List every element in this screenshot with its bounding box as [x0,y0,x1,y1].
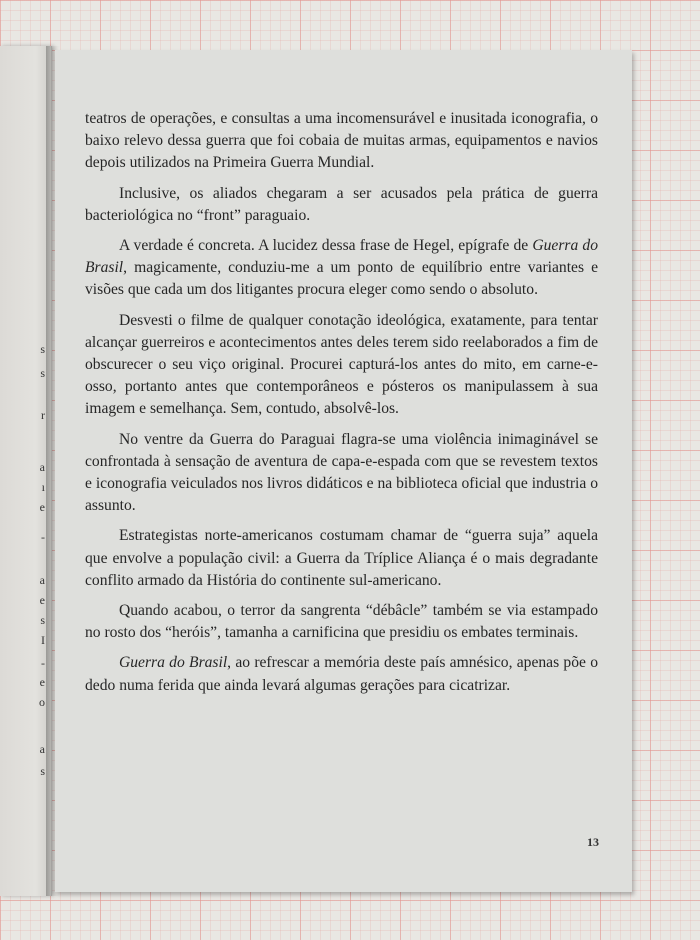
edge-char: - [41,530,45,544]
edge-char: a [39,573,45,587]
edge-char: e [39,500,45,514]
edge-char: s [40,342,45,356]
paragraph-text: , ao refrescar a memória deste país amnésico, apenas põe o dedo numa ferida que ainda levará algumas gerações para cicatrizar. [85,654,598,694]
left-page [0,46,52,896]
edge-char: a [39,742,45,756]
paragraph: Quando acabou, o terror da sangrenta “débâcle” também se via estampado no rosto dos “heróis”, tamanha a carnificina que presidiu os embates terminais. [85,602,598,642]
edge-char: s [40,613,45,627]
paragraph: No ventre da Guerra do Paraguai flagra-se uma violência inimaginável se confrontada à sensação de aventura de capa-e-espada com que se revestem textos e iconografia veiculados nos livros didáticos e na biblioteca oficial que industria o assunto. [85,430,598,515]
paragraph-text: A verdade é concreta. A lucidez dessa frase de Hegel, epígrafe de [119,237,533,255]
edge-char: s [40,366,45,380]
book-title: Guerra do Brasil [119,654,228,672]
edge-char: e [39,593,45,607]
body-text [85,108,598,705]
edge-char: e [39,675,45,689]
book-title: Guerra do Brasil [85,237,599,277]
edge-char: - [41,656,45,670]
edge-char: o [39,695,45,709]
paragraph: Estrategistas norte-americanos costumam chamar de “guerra suja” aquela que envolve a população civil: a Guerra da Tríplice Aliança é o mais degradante conflito armado da História do continente sul-americano. [85,527,598,589]
paragraph [85,652,598,696]
edge-char: a [39,460,45,474]
edge-char: s [40,764,45,778]
paragraph: teatros de operações, e consultas a uma incomensurável e inusitada iconografia, o baixo relevo dessa guerra que foi cobaia de muitas armas, equipamentos e navios depois utilizados na Primeira Guerra Mundial. [85,110,598,172]
paragraph-text: , magicamente, conduziu-me a um ponto de equilíbrio entre variantes e visões que cada um dos litigantes procura eleger como sendo o absoluto. [85,259,598,299]
page-number: 13 [587,835,599,849]
edge-char: r [41,408,45,422]
book-page [55,50,632,892]
edge-char: I [41,633,45,647]
edge-char: ı [41,480,45,494]
paragraph [85,235,598,302]
paragraph: Desvesti o filme de qualquer conotação ideológica, exatamente, para tentar alcançar guerreiros e acontecimentos antes deles terem sido reelaborados a fim de obscurecer o seu viço original. Procurei capturá-los antes do mito, em carne-e-osso, portanto antes que contemporâneos e pósteros os manipulassem à sua imagem e semelhança. Sem, contudo, absolvê-los. [85,311,598,418]
paragraph: Inclusive, os aliados chegaram a ser acusados pela prática de guerra bacteriológica no “front” paraguaio. [85,184,598,224]
